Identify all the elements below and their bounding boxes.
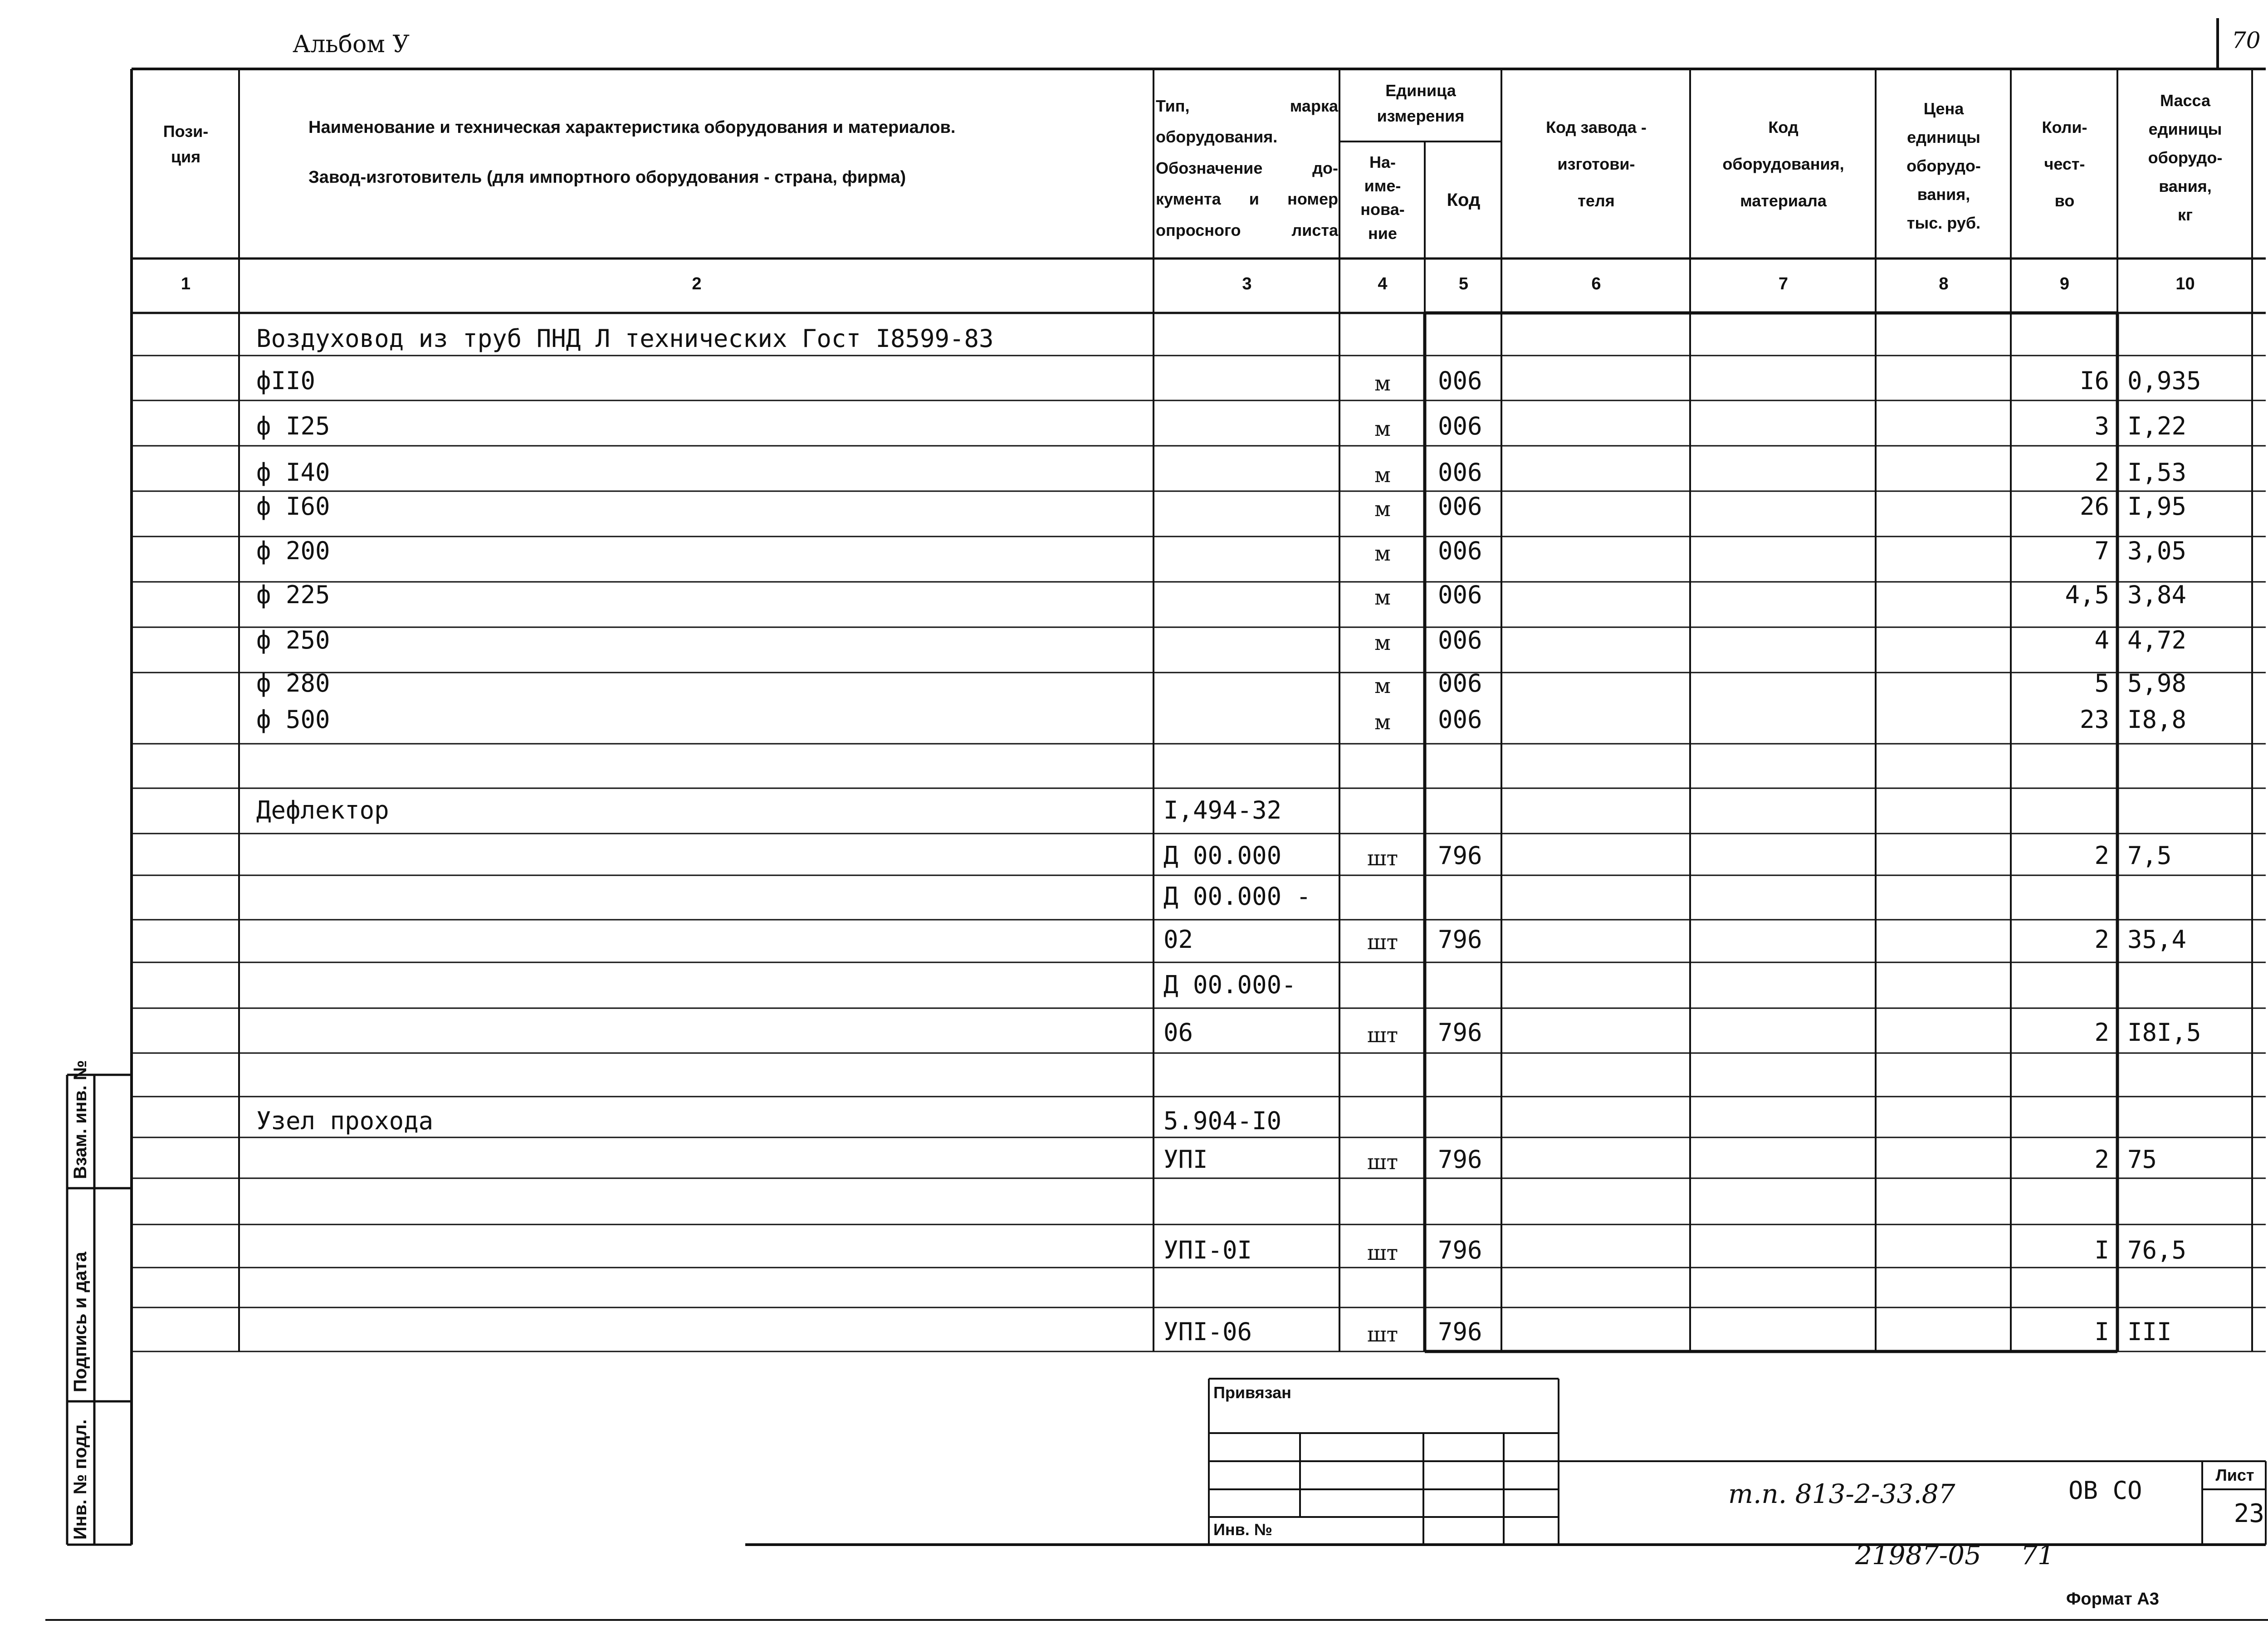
type-cell: Д 00.000- bbox=[1163, 971, 1296, 999]
unit-code-cell: 796 bbox=[1438, 1317, 1482, 1346]
unit-code-cell: 796 bbox=[1438, 1145, 1482, 1174]
name-cell: Воздуховод из труб ПНД Л технических Гост I8599-83 bbox=[256, 324, 994, 353]
quantity-cell: 2 bbox=[2094, 1018, 2109, 1047]
unit-code-cell: 006 bbox=[1438, 626, 1482, 654]
col-number: 9 bbox=[2059, 274, 2070, 293]
type-cell: УПI bbox=[1163, 1145, 1208, 1174]
quantity-cell: I bbox=[2094, 1236, 2109, 1264]
mass-cell: 75 bbox=[2127, 1145, 2157, 1174]
mass-cell: 7,5 bbox=[2127, 841, 2172, 870]
name-cell: ф 500 bbox=[256, 705, 330, 734]
type-cell: 02 bbox=[1163, 925, 1193, 954]
col-number: 6 bbox=[1591, 274, 1601, 293]
name-cell: ф 225 bbox=[256, 580, 330, 609]
name-cell: ф 280 bbox=[256, 669, 330, 697]
section-code: ОВ СО bbox=[2068, 1476, 2142, 1505]
name-cell: ф I60 bbox=[256, 492, 330, 521]
unit-code-cell: 006 bbox=[1438, 492, 1482, 521]
mass-cell: 3,84 bbox=[2127, 580, 2187, 609]
quantity-cell: 3 bbox=[2094, 412, 2109, 440]
sheet-label: Лист bbox=[2215, 1466, 2254, 1484]
quantity-cell: 2 bbox=[2094, 841, 2109, 870]
unit-code-cell: 796 bbox=[1438, 841, 1482, 870]
name-cell: Дефлектор bbox=[256, 796, 389, 824]
col-number: 1 bbox=[181, 274, 191, 293]
name-cell: ф 250 bbox=[256, 626, 330, 654]
format-label: Формат А3 bbox=[2066, 1590, 2159, 1609]
name-cell: ф I40 bbox=[256, 458, 330, 487]
mass-cell: I,53 bbox=[2127, 458, 2187, 487]
bound-label: Привязан bbox=[1213, 1383, 1291, 1402]
unit-cell: м bbox=[1374, 630, 1391, 655]
unit-code-cell: 006 bbox=[1438, 537, 1482, 565]
mass-cell: 5,98 bbox=[2127, 669, 2187, 697]
album-title: Альбом У bbox=[293, 31, 410, 58]
col-header-type: Тип, марка оборудования. Обозначение до- кумента и номер опросного листа bbox=[1156, 97, 1338, 239]
quantity-cell: 7 bbox=[2094, 537, 2109, 565]
mass-cell: 35,4 bbox=[2127, 925, 2187, 954]
archive-stamp-page: 71 bbox=[2021, 1540, 2054, 1571]
unit-code-cell: 796 bbox=[1438, 925, 1482, 954]
type-cell: I,494-32 bbox=[1163, 796, 1282, 824]
col-header-unit-group: Единица измерения bbox=[1377, 81, 1465, 125]
quantity-cell: I6 bbox=[2079, 366, 2109, 395]
unit-cell: м bbox=[1374, 416, 1391, 441]
col-header-name-line2: Завод-изготовитель (для импортного оборудования - страна, фирма) bbox=[308, 168, 906, 187]
type-cell: Д 00.000 bbox=[1163, 841, 1282, 870]
col-header-equipment-code: Код оборудования, материала bbox=[1722, 118, 1844, 210]
type-cell: Д 00.000 - bbox=[1163, 882, 1311, 911]
quantity-cell: 5 bbox=[2094, 669, 2109, 697]
col-number: 5 bbox=[1458, 274, 1469, 293]
unit-code-cell: 796 bbox=[1438, 1236, 1482, 1264]
col-number: 8 bbox=[1939, 274, 1949, 293]
mass-cell: I,95 bbox=[2127, 492, 2187, 521]
quantity-cell: I bbox=[2094, 1317, 2109, 1346]
col-header-quantity: Коли- чест- во bbox=[2042, 118, 2087, 210]
unit-code-cell: 006 bbox=[1438, 580, 1482, 609]
type-cell: 5.904-I0 bbox=[1163, 1107, 1282, 1135]
col-header-plant-code: Код завода - изготови- теля bbox=[1546, 118, 1647, 210]
unit-cell: шт bbox=[1367, 930, 1398, 954]
col-number: 3 bbox=[1242, 274, 1252, 293]
name-cell: Узел прохода bbox=[256, 1107, 434, 1135]
unit-cell: м bbox=[1374, 463, 1391, 487]
unit-code-cell: 006 bbox=[1438, 669, 1482, 697]
mass-cell: I8,8 bbox=[2127, 705, 2187, 734]
type-cell: УПI-06 bbox=[1163, 1317, 1252, 1346]
unit-code-cell: 796 bbox=[1438, 1018, 1482, 1047]
page-number: 70 bbox=[2232, 27, 2261, 54]
archive-stamp: 21987-05 bbox=[1855, 1540, 1981, 1571]
unit-code-cell: 006 bbox=[1438, 412, 1482, 440]
col-header-mass: Масса единицы оборудо- вания, кг bbox=[2148, 91, 2223, 224]
unit-cell: м bbox=[1374, 371, 1391, 395]
unit-cell: шт bbox=[1367, 1023, 1398, 1047]
unit-cell: м bbox=[1374, 710, 1391, 734]
mass-cell: 0,935 bbox=[2127, 366, 2201, 395]
quantity-cell: 2 bbox=[2094, 925, 2109, 954]
side-label-original-inv: Инв. № подл. bbox=[70, 1419, 90, 1540]
mass-cell: I8I,5 bbox=[2127, 1018, 2201, 1047]
unit-code-cell: 006 bbox=[1438, 458, 1482, 487]
unit-cell: м bbox=[1374, 497, 1391, 521]
unit-code-cell: 006 bbox=[1438, 366, 1482, 395]
inv-number-label: Инв. № bbox=[1213, 1520, 1272, 1539]
col-number: 4 bbox=[1378, 274, 1388, 293]
unit-cell: шт bbox=[1367, 1150, 1398, 1174]
type-cell: 06 bbox=[1163, 1018, 1193, 1047]
quantity-cell: 26 bbox=[2079, 492, 2109, 521]
unit-cell: шт bbox=[1367, 846, 1398, 870]
quantity-cell: 4 bbox=[2094, 626, 2109, 654]
mass-cell: 3,05 bbox=[2127, 537, 2187, 565]
unit-cell: шт bbox=[1367, 1240, 1398, 1265]
sheet-number: 23 bbox=[2234, 1499, 2264, 1528]
mass-cell: III bbox=[2127, 1317, 2172, 1346]
col-header-unit-code: Код bbox=[1447, 190, 1481, 210]
col-header-name-line1: Наименование и техническая характеристика оборудования и материалов. bbox=[308, 118, 956, 137]
col-number: 7 bbox=[1778, 274, 1789, 293]
unit-cell: м bbox=[1374, 673, 1391, 698]
name-cell: фII0 bbox=[256, 366, 316, 395]
title-block-lines bbox=[1209, 1379, 2266, 1545]
mass-cell: 76,5 bbox=[2127, 1236, 2187, 1264]
col-number: 10 bbox=[2175, 274, 2195, 293]
name-cell: ф I25 bbox=[256, 412, 330, 440]
unit-cell: шт bbox=[1367, 1322, 1398, 1346]
name-cell: ф 200 bbox=[256, 537, 330, 565]
unit-code-cell: 006 bbox=[1438, 705, 1482, 734]
side-label-replacement-inv: Взам. инв. № bbox=[70, 1060, 90, 1179]
quantity-cell: 4,5 bbox=[2065, 580, 2109, 609]
col-header-position: Пози- ция bbox=[163, 122, 209, 166]
quantity-cell: 2 bbox=[2094, 458, 2109, 487]
quantity-cell: 2 bbox=[2094, 1145, 2109, 1174]
col-header-unit-name: На- име- нова- ние bbox=[1360, 153, 1405, 243]
type-cell: УПI-0I bbox=[1163, 1236, 1252, 1264]
unit-cell: м bbox=[1374, 585, 1391, 610]
col-number: 2 bbox=[692, 274, 702, 293]
mass-cell: 4,72 bbox=[2127, 626, 2187, 654]
mass-cell: I,22 bbox=[2127, 412, 2187, 440]
document-code: т.п. 813-2-33.87 bbox=[1728, 1478, 1955, 1509]
unit-cell: м bbox=[1374, 541, 1391, 566]
col-header-price: Цена единицы оборудо- вания, тыс. руб. bbox=[1906, 99, 1981, 232]
quantity-cell: 23 bbox=[2079, 705, 2109, 734]
side-label-signature-date: Подпись и дата bbox=[70, 1252, 90, 1392]
